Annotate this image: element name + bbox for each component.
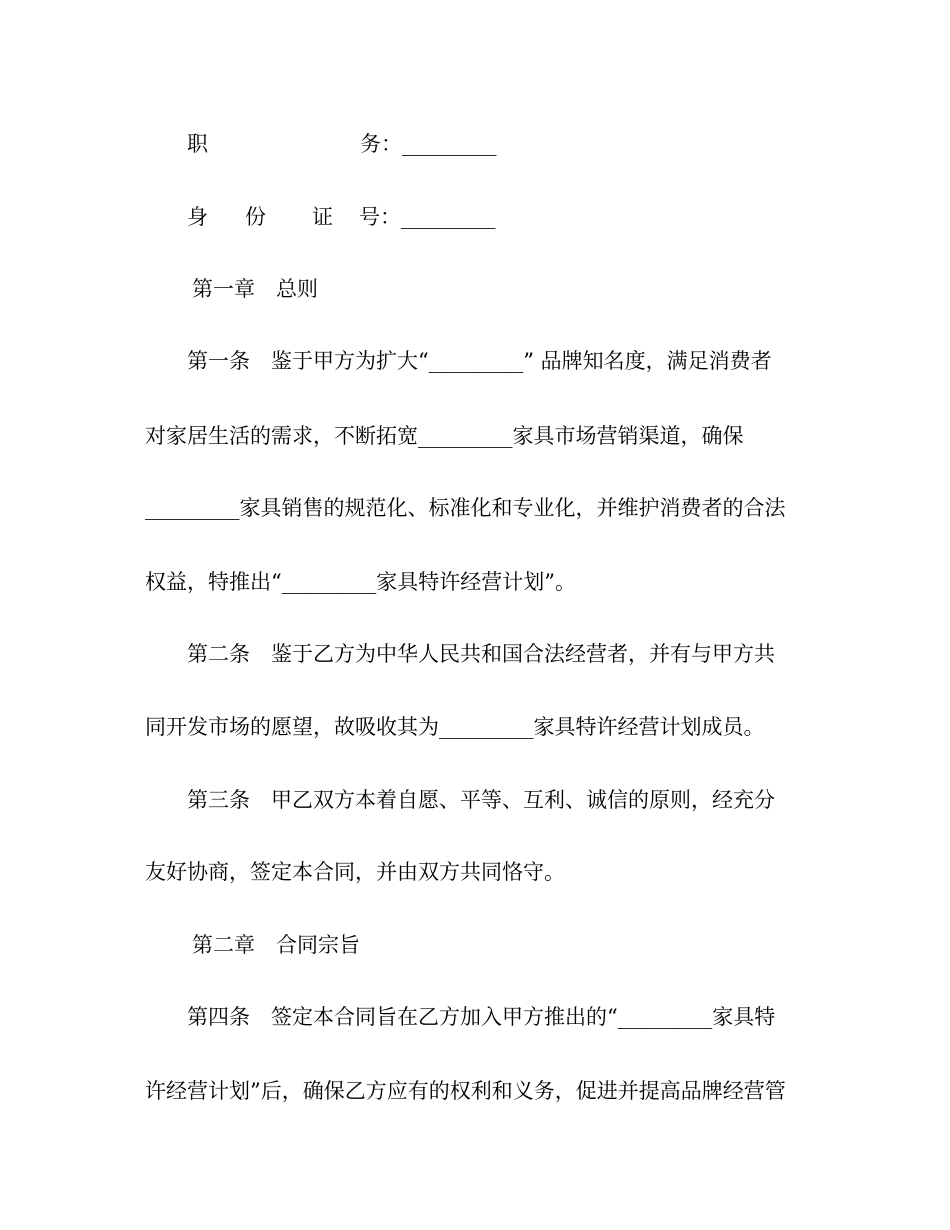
article-4-line-1: 第四条 签定本合同旨在乙方加入甲方推出的“_________家具特 xyxy=(187,1005,776,1029)
article-1-line-2: 对家居生活的需求，不断拓宽_________家具市场营销渠道，确保 xyxy=(145,424,744,448)
id-label-char2: 份 xyxy=(245,205,266,229)
article-4-line-2: 许经营计划”后，确保乙方应有的权利和义务，促进并提高品牌经营管 xyxy=(145,1079,786,1103)
article-1-line-3: _________家具销售的规范化、标准化和专业化，并维护消费者的合法 xyxy=(145,496,786,520)
id-blank: _________ xyxy=(401,205,496,229)
chapter-2-heading: 第二章 合同宗旨 xyxy=(192,933,360,957)
position-label-char1: 职 xyxy=(187,132,208,156)
position-field xyxy=(187,128,497,160)
id-number-field xyxy=(187,201,496,233)
article-3-line-2: 友好协商，签定本合同，并由双方共同恪守。 xyxy=(145,860,565,884)
article-1-line-1: 第一条 鉴于甲方为扩大“_________” 品牌知名度，满足消费者 xyxy=(187,349,772,373)
chapter-1-heading: 第一章 总则 xyxy=(192,277,318,301)
position-label-char2: 务： xyxy=(360,132,402,156)
id-label-char1: 身 xyxy=(187,205,208,229)
position-blank: _________ xyxy=(402,132,497,156)
article-3-line-1: 第三条 甲乙双方本着自愿、平等、互利、诚信的原则，经充分 xyxy=(187,788,775,812)
id-label-char3: 证 xyxy=(312,205,333,229)
article-1-line-4: 权益，特推出“_________家具特许经营计划”。 xyxy=(145,570,576,594)
article-2-line-2: 同开发市场的愿望，故吸收其为_________家具特许经营计划成员。 xyxy=(145,715,765,739)
article-2-line-1: 第二条 鉴于乙方为中华人民共和国合法经营者，并有与甲方共 xyxy=(187,642,775,666)
id-label-char4: 号： xyxy=(359,205,401,229)
